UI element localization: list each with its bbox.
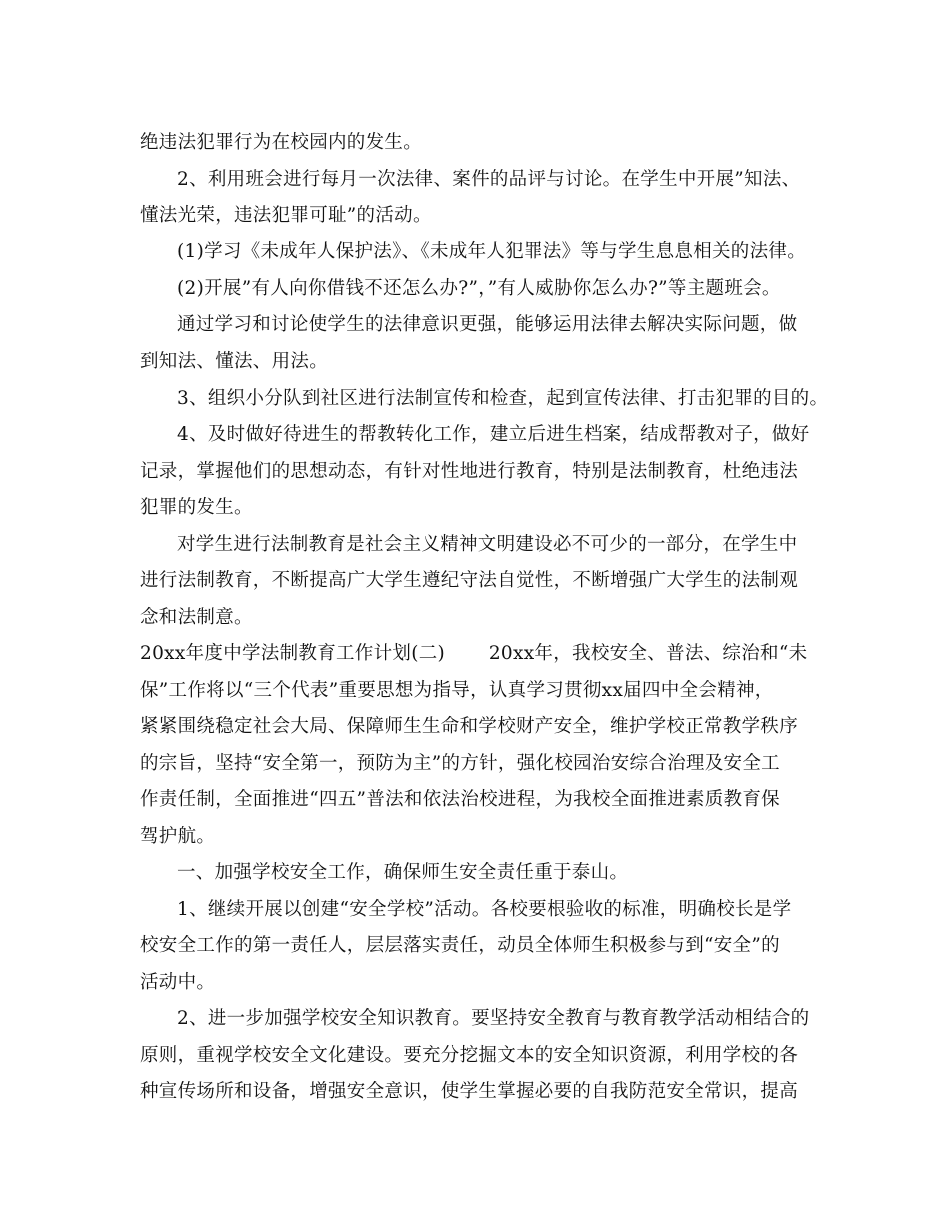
text-line: 的宗旨，坚持“安全第一，预防为主”的方针，强化校园治安综合治理及安全工: [140, 753, 780, 774]
text-line: 记录，掌握他们的思想动态，有针对性地进行教育，特别是法制教育，杜绝违法: [140, 461, 799, 482]
text-line: 对学生进行法制教育是社会主义精神文明建设必不可少的一部分，在学生中: [177, 534, 798, 555]
text-line: 进行法制教育，不断提高广大学生遵纪守法自觉性，不断增强广大学生的法制观: [140, 570, 799, 591]
text-line: 1、继续开展以创建“安全学校”活动。各校要根验收的标准，明确校长是学: [177, 899, 792, 920]
text-line: 种宣传场所和设备，增强安全意识，使学生掌握必要的自我防范安全常识，提高: [140, 1081, 799, 1102]
text-line: 3、组织小分队到社区进行法制宣传和检查，起到宣传法律、打击犯罪的目的。: [177, 388, 829, 409]
text-line: 校安全工作的第一责任人，层层落实责任，动员全体师生积极参与到“安全”的: [140, 935, 780, 956]
text-line: 绝违法犯罪行为在校园内的发生。: [140, 132, 423, 153]
text-line: 原则，重视学校安全文化建设。要充分挖掘文本的安全知识资源，利用学校的各: [140, 1045, 799, 1066]
text-line: 2、利用班会进行每月一次法律、案件的品评与讨论。在学生中开展”知法、: [177, 169, 801, 190]
text-line: 4、及时做好待进生的帮教转化工作，建立后进生档案，结成帮教对子，做好: [177, 424, 810, 445]
text-line: 念和法制意。: [140, 607, 253, 628]
section-heading-line: 20xx年度中学法制教育工作计划(二) 20xx年，我校安全、普法、综治和“未: [140, 643, 808, 664]
text-line: 懂法光荣，违法犯罪可耻”的活动。: [140, 205, 432, 226]
text-line: 犯罪的发生。: [140, 497, 253, 518]
text-line: 一、加强学校安全工作，确保师生安全责任重于泰山。: [177, 862, 629, 883]
text-line: 活动中。: [140, 972, 216, 993]
text-line: 通过学习和讨论使学生的法律意识更强，能够运用法律去解决实际问题，做: [177, 314, 798, 335]
text-line: 到知法、懂法、用法。: [140, 351, 329, 372]
text-line: 紧紧围绕稳定社会大局、保障师生生命和学校财产安全，维护学校正常教学秩序: [140, 716, 799, 737]
text-line: (2)开展”有人向你借钱不还怎么办?”，”有人威胁你怎么办?”等主题班会。: [177, 278, 781, 299]
text-line: 作责任制，全面推进“四五”普法和依法治校进程，为我校全面推进素质教育保: [140, 789, 780, 810]
text-line: 保”工作将以“三个代表”重要思想为指导，认真学习贯彻xx届四中全会精神，: [140, 680, 774, 701]
text-line: 驾护航。: [140, 826, 216, 847]
text-line: 2、进一步加强学校安全知识教育。要坚持安全教育与教育教学活动相结合的: [177, 1008, 810, 1029]
text-line: (1)学习《未成年人保护法》、《未成年人犯罪法》等与学生息息相关的法律。: [177, 241, 807, 262]
